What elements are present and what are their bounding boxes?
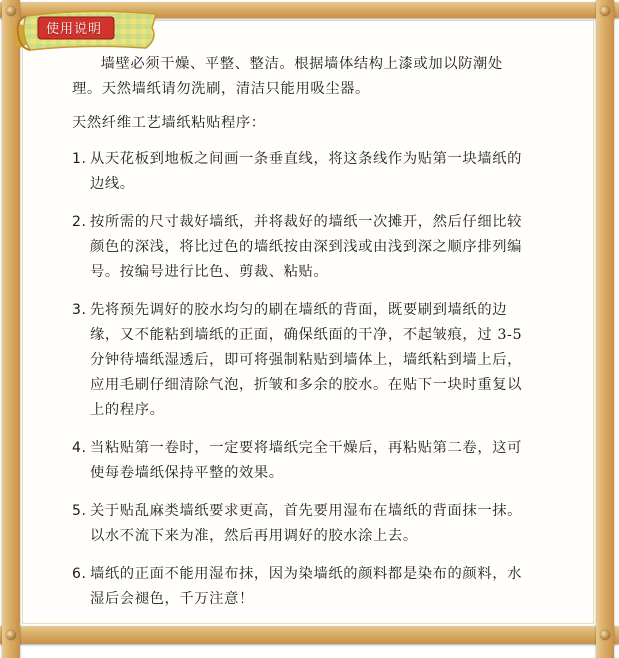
step-text: 从天花板到地板之间画一条垂直线，将这条线作为贴第一块墙纸的边线。	[90, 151, 523, 192]
nail-icon	[6, 630, 16, 640]
step-item	[72, 499, 532, 549]
step-text: 墙纸的正面不能用湿布抹，因为染墙纸的颜料都是染布的颜料，水湿后会褪色，千万注意！	[90, 566, 523, 607]
instructions-body	[72, 52, 532, 625]
step-number: 2.	[72, 214, 87, 230]
section-title: 天然纤维工艺墙纸粘贴程序：	[72, 115, 266, 131]
step-text: 按所需的尺寸裁好墙纸，并将裁好的墙纸一次摊开，然后仔细比较颜色的深浅，将比过色的墙纸按由深到浅或由浅到深之顺序排列编号。按编号进行比色、剪裁、粘贴。	[90, 214, 523, 280]
frame-right-beam	[596, 0, 614, 658]
step-item	[72, 298, 532, 423]
step-number: 3.	[72, 302, 87, 318]
nail-icon	[600, 6, 610, 16]
step-number: 1.	[72, 151, 87, 167]
banner-title: 使用说明	[46, 22, 103, 37]
frame-bottom-beam	[0, 626, 619, 644]
step-number: 6.	[72, 566, 87, 582]
step-item	[72, 147, 532, 197]
step-item	[72, 436, 532, 486]
step-text: 关于贴乱麻类墙纸要求更高，首先要用湿布在墙纸的背面抹一抹。以水不流下来为准，然后再用调好的胶水涂上去。	[90, 503, 523, 544]
step-number: 4.	[72, 440, 87, 456]
step-item	[72, 562, 532, 612]
step-text: 当粘贴第一卷时，一定要将墙纸完全干燥后，再粘贴第二卷，这可使每卷墙纸保持平整的效果。	[90, 440, 523, 481]
intro-paragraph: 墙壁必须干燥、平整、整洁。根据墙体结构上漆或加以防潮处理。天然墙纸请勿洗刷，清洁只能用吸尘器。	[72, 56, 503, 97]
step-item	[72, 210, 532, 285]
nail-icon	[600, 630, 610, 640]
step-text: 先将预先调好的胶水均匀的刷在墙纸的背面，既要刷到墙纸的边缘，又不能粘到墙纸的正面，确保纸面的干净，不起皱痕，过 3-5 分钟待墙纸湿透后，即可将强制粘贴到墙体上，墙纸粘到墙上后，应用毛刷仔细清除气泡，折皱和多余的胶水。在贴下一块时重复以上的程序。	[90, 302, 523, 418]
step-number: 5.	[72, 503, 87, 519]
frame-left-beam	[2, 0, 20, 658]
